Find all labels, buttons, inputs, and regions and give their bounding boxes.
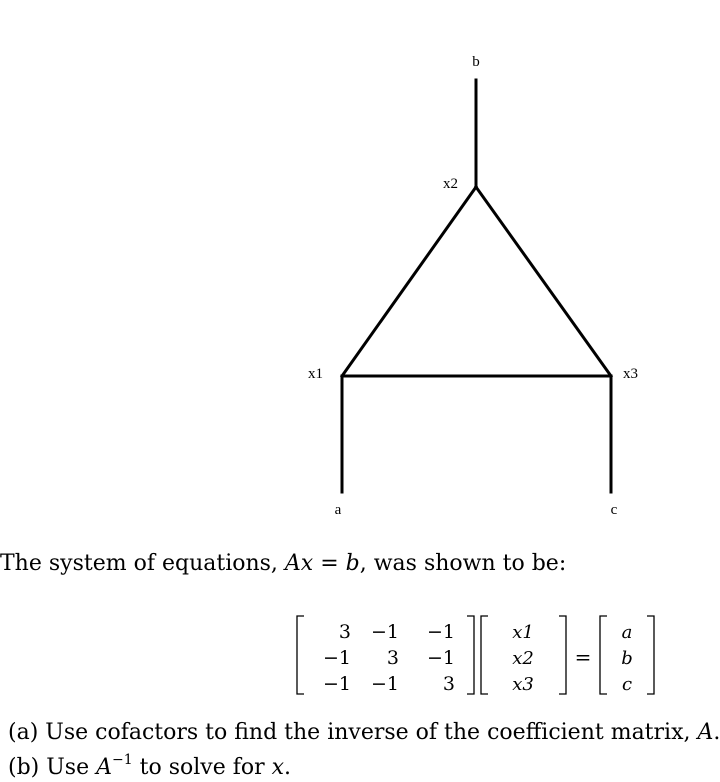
matrix-equals-sign: = (574, 645, 592, 669)
vector-x-left-bracket (481, 616, 488, 694)
edge-x2-x1 (342, 187, 476, 376)
a-cell-1-2: −1 (370, 621, 399, 643)
b-cell-2: b (621, 648, 633, 669)
a-cell-2-2: 3 (386, 647, 399, 669)
intro-equals: = (313, 551, 346, 576)
a-cell-3-2: −1 (370, 673, 399, 695)
vector-x-right-bracket (559, 616, 566, 694)
node-label-b: b (472, 54, 480, 70)
b-cell-1: a (621, 622, 633, 643)
x-cell-3: x3 (512, 674, 534, 695)
a-cell-2-1: −1 (322, 647, 351, 669)
vector-b-left-bracket (600, 616, 607, 694)
vector-b-right-bracket (647, 616, 654, 694)
intro-text-before: The system of equations, (0, 551, 285, 576)
a-cell-1-1: 3 (338, 621, 351, 643)
system-intro-text (0, 551, 566, 576)
question-b-math-a: A (96, 755, 112, 780)
x-cell-2: x2 (512, 648, 534, 669)
node-label-x2: x2 (443, 176, 458, 192)
node-label-x3: x3 (623, 366, 638, 382)
a-cell-2-3: −1 (426, 647, 455, 669)
a-cell-3-1: −1 (322, 673, 351, 695)
x-cell-1: x1 (512, 622, 534, 643)
intro-text-after: , was shown to be: (359, 551, 567, 576)
question-a (8, 720, 720, 745)
question-a-marker: (a) (8, 720, 39, 745)
question-b-marker: (b) (8, 755, 40, 780)
node-label-a: a (334, 502, 342, 518)
question-b-text-2: to solve for (132, 755, 272, 780)
question-b-math-x: x (271, 755, 285, 780)
a-cell-3-3: 3 (442, 673, 455, 695)
question-a-math: A (697, 720, 714, 745)
b-cell-3: c (621, 674, 633, 695)
matrix-equation (0, 608, 694, 700)
intro-math-b: b (345, 551, 360, 576)
question-b-text-1: Use (46, 755, 97, 780)
question-b-superscript: −1 (111, 751, 133, 768)
matrix-a-left-bracket (297, 616, 304, 694)
intro-math-ax: Ax (284, 551, 314, 576)
a-cell-1-3: −1 (426, 621, 455, 643)
node-label-x1: x1 (308, 366, 323, 382)
edge-x2-x3 (476, 187, 611, 376)
question-b (8, 751, 292, 780)
question-a-text: Use cofactors to find the inverse of the coefficient matrix, (45, 720, 698, 745)
node-label-c: c (610, 502, 618, 518)
question-a-end: . (713, 720, 720, 745)
question-b-end: . (284, 755, 292, 780)
matrix-a-right-bracket (467, 616, 474, 694)
